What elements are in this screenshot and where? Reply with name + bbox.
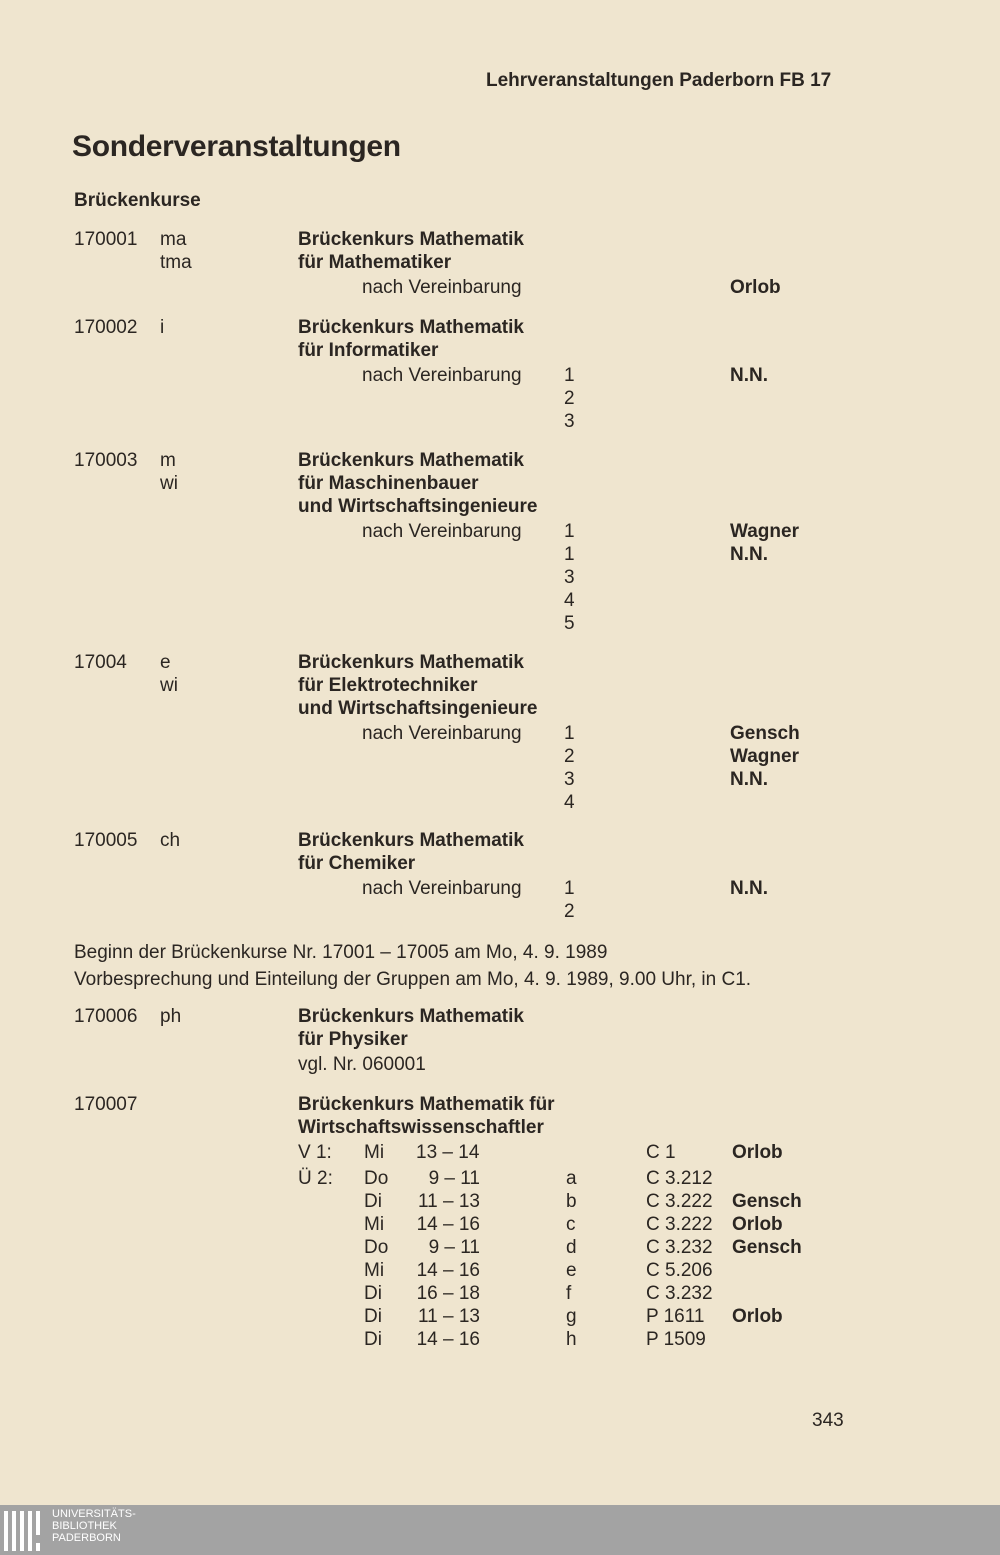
course-title: Brückenkurs Mathematik für Chemiker bbox=[298, 830, 524, 874]
course-codes: ma tma bbox=[160, 229, 192, 273]
course-reference: vgl. Nr. 060001 bbox=[298, 1054, 426, 1075]
course-groups: 1 2 bbox=[564, 878, 575, 922]
lecture-lecturer: Orlob bbox=[732, 1142, 783, 1163]
running-header: Lehrveranstaltungen Paderborn FB 17 bbox=[486, 70, 832, 91]
course-codes: e wi bbox=[160, 652, 178, 696]
course-groups: 1 2 3 4 bbox=[564, 723, 575, 813]
course-groups: 1 2 3 bbox=[564, 365, 575, 432]
course-codes: i bbox=[160, 317, 165, 338]
course-time: nach Vereinbarung bbox=[362, 277, 522, 298]
library-logo-text: UNIVERSITÄTS- BIBLIOTHEK PADERBORN bbox=[52, 1508, 136, 1544]
course-lecturers: N.N. bbox=[730, 878, 768, 899]
course-time: nach Vereinbarung bbox=[362, 365, 522, 386]
course-groups: 1 1 3 4 5 bbox=[564, 521, 575, 634]
course-number: 170002 bbox=[74, 317, 138, 338]
lecture-label: V 1: bbox=[298, 1142, 332, 1163]
exercise-groups: a b c d e f g h bbox=[566, 1168, 577, 1350]
course-number: 17004 bbox=[74, 652, 127, 673]
course-codes: ph bbox=[160, 1006, 182, 1027]
course-lecturers: Gensch Wagner N.N. bbox=[730, 723, 800, 790]
course-time: nach Vereinbarung bbox=[362, 521, 522, 542]
course-lecturers: N.N. bbox=[730, 365, 768, 386]
exercise-lecturers: Gensch Orlob Gensch Orlob bbox=[732, 1191, 802, 1327]
lecture-room: C 1 bbox=[646, 1142, 676, 1163]
course-title: Brückenkurs Mathematik für Wirtschaftswissenschaftler bbox=[298, 1094, 555, 1138]
page-title: Sonderveranstaltungen bbox=[72, 130, 401, 163]
page-number: 343 bbox=[812, 1410, 844, 1431]
course-codes: ch bbox=[160, 830, 181, 851]
course-title: Brückenkurs Mathematik für Physiker bbox=[298, 1006, 524, 1050]
note-line: Beginn der Brückenkurse Nr. 17001 – 17005 am Mo, 4. 9. 1989 bbox=[74, 942, 608, 963]
course-codes: m wi bbox=[160, 450, 178, 494]
course-title: Brückenkurs Mathematik für Mathematiker bbox=[298, 229, 524, 273]
course-title: Brückenkurs Mathematik für Maschinenbauer und Wirtschaftsingenieure bbox=[298, 450, 538, 517]
course-time: nach Vereinbarung bbox=[362, 723, 522, 744]
lecture-day: Mi bbox=[364, 1142, 385, 1163]
exercise-label: Ü 2: bbox=[298, 1168, 333, 1189]
exercise-rooms: C 3.212 C 3.222 C 3.222 C 3.232 C 5.206 C 3.232 P 1611 P 1509 bbox=[646, 1168, 713, 1350]
note-line: Vorbesprechung und Einteilung der Gruppen am Mo, 4. 9. 1989, 9.00 Uhr, in C1. bbox=[74, 969, 752, 990]
exercise-times: 9 – 11 11 – 13 14 – 16 9 – 11 14 – 16 16 – 18 11 – 13 14 – 16 bbox=[416, 1168, 480, 1350]
course-number: 170001 bbox=[74, 229, 138, 250]
library-logo-icon bbox=[4, 1511, 46, 1551]
course-number: 170003 bbox=[74, 450, 138, 471]
course-title: Brückenkurs Mathematik für Informatiker bbox=[298, 317, 524, 361]
notes bbox=[74, 939, 751, 993]
course-lecturers: Wagner N.N. bbox=[730, 521, 799, 565]
course-lecturers: Orlob bbox=[730, 277, 781, 298]
section-subtitle: Brückenkurse bbox=[74, 190, 201, 211]
course-number: 170005 bbox=[74, 830, 138, 851]
course-number: 170006 bbox=[74, 1006, 138, 1027]
library-footer-bar bbox=[0, 1505, 1000, 1555]
lecture-time: 13 – 14 bbox=[416, 1142, 480, 1163]
course-title: Brückenkurs Mathematik für Elektrotechniker und Wirtschaftsingenieure bbox=[298, 652, 538, 719]
course-time: nach Vereinbarung bbox=[362, 878, 522, 899]
exercise-days: Do Di Mi Do Mi Di Di Di bbox=[364, 1168, 389, 1350]
course-number: 170007 bbox=[74, 1094, 138, 1115]
